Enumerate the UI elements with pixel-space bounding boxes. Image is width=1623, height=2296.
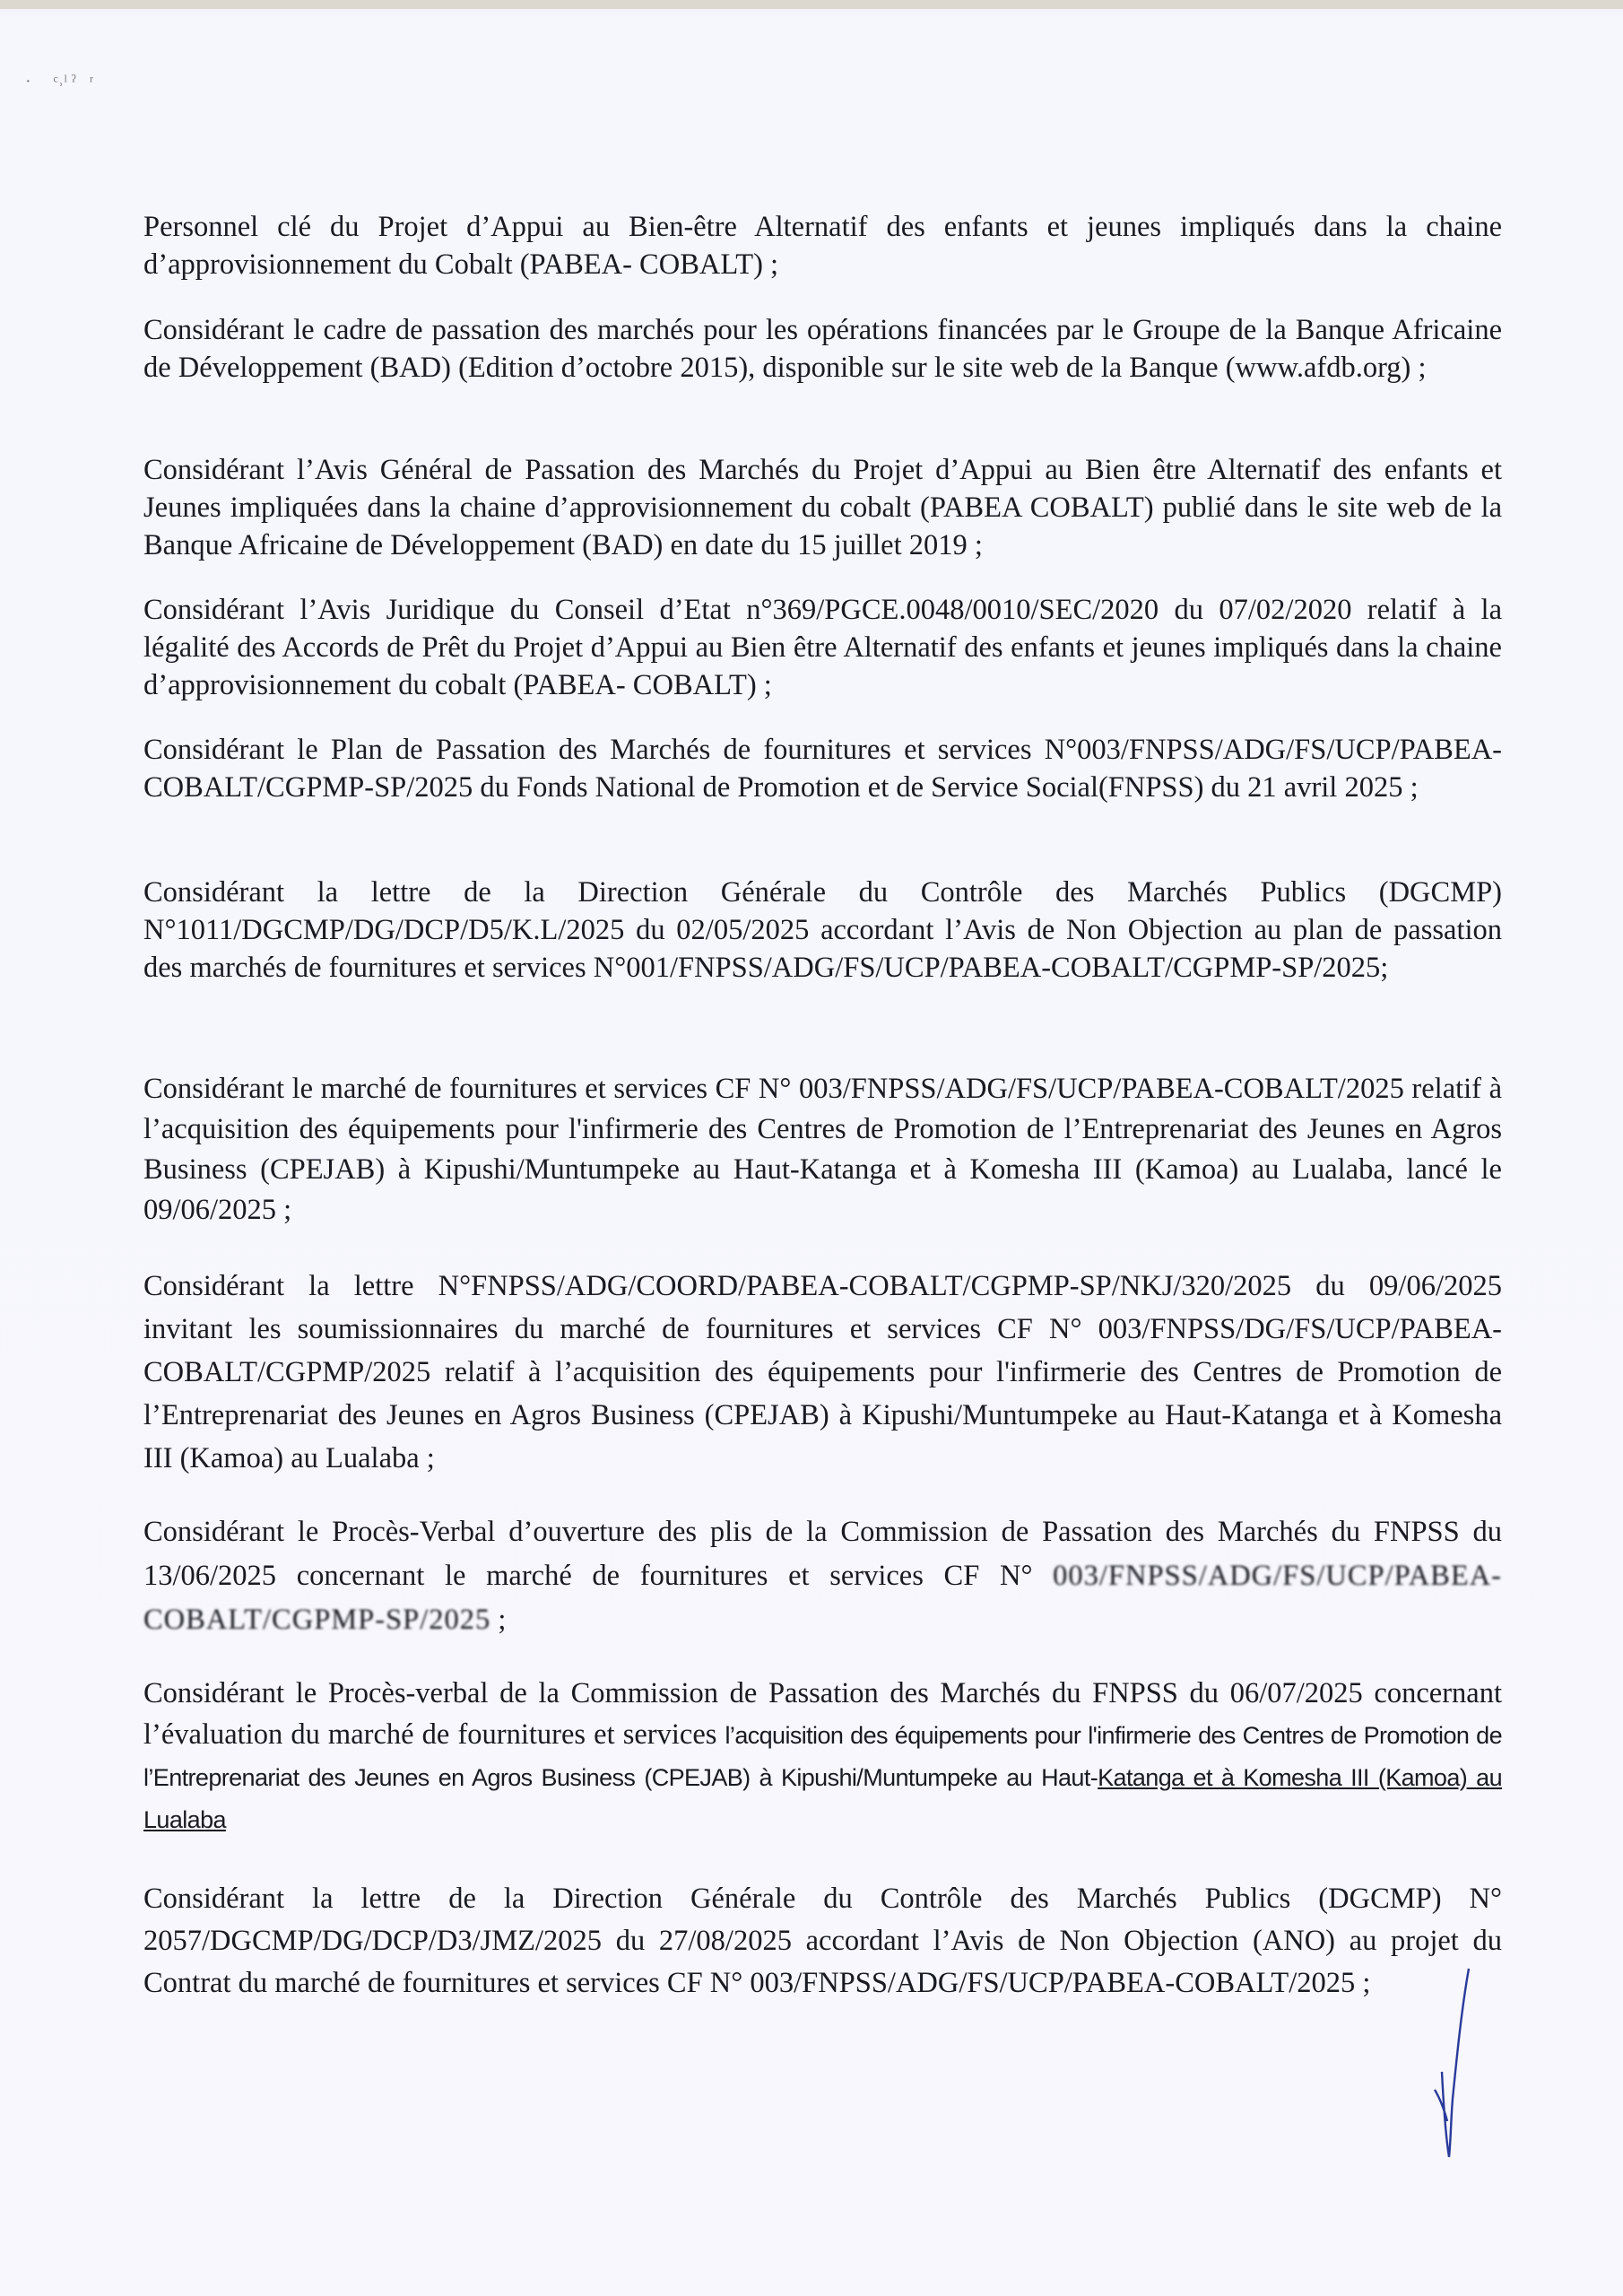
paragraph-pv-evaluation: [143, 1673, 1502, 1840]
paragraph-lettre-dgcmp-1011: Considérant la lettre de la Direction Générale du Contrôle des Marchés Publics (DGCMP) N°1011/DGCMP/DG/DCP/D5/K.L/2025 du 02/05/2025 accordant l’Avis de Non Objection au plan de passation des marchés de fournitures et services N°001/FNPSS/ADG/FS/UCP/PABEA-COBALT/CGPMP-SP/2025;: [143, 876, 1502, 984]
paragraph-personnel-cle: Personnel clé du Projet d’Appui au Bien-être Alternatif des enfants et jeunes impliqués dans la chaine d’approvisionnement du Cobalt (PABEA- COBALT) ;: [143, 211, 1502, 281]
paragraph-marche-cf-003: Considérant le marché de fournitures et services CF N° 003/FNPSS/ADG/FS/UCP/PABEA-COBALT/2025 relatif à l’acquisition des équipements pour l'infirmerie des Centres de Promotion de l’Entreprenariat des Jeunes en Agros Business (CPEJAB) à Kipushi/Muntumpeke au Haut-Katanga et à Komesha III (Kamoa) au Lualaba, lancé le 09/06/2025 ;: [143, 1073, 1502, 1226]
paragraph-pv-ouverture: [143, 1510, 1502, 1642]
scan-top-edge: [0, 0, 1623, 9]
pv-ouverture-end: ;: [490, 1604, 507, 1636]
paragraph-plan-passation: Considérant le Plan de Passation des Marchés de fournitures et services N°003/FNPSS/ADG/FS/UCP/PABEA-COBALT/CGPMP-SP/2025 du Fonds National de Promotion et de Service Social(FNPSS) du 21 avril 2025 ;: [143, 734, 1502, 804]
paragraph-cadre-passation: Considérant le cadre de passation des marchés pour les opérations financées par le Groupe de la Banque Africaine de Développement (BAD) (Edition d’octobre 2015), disponible sur le site web de la Banque (www.afdb.org) ;: [143, 314, 1502, 384]
signature-initials: [1417, 1964, 1488, 2170]
paragraph-lettre-invitation: Considérant la lettre N°FNPSS/ADG/COORD/PABEA-COBALT/CGPMP-SP/NKJ/320/2025 du 09/06/2025 invitant les soumissionnaires du marché de fournitures et services CF N° 003/FNPSS/DG/FS/UCP/PABEA-COBALT/CGPMP/2025 relatif à l’acquisition des équipements pour l'infirmerie des Centres de Promotion de l’Entreprenariat des Jeunes en Agros Business (CPEJAB) à Kipushi/Muntumpeke au Haut-Katanga et à Komesha III (Kamoa) au Lualaba ;: [143, 1270, 1502, 1474]
pv-ouverture-blurred-reference: 003/FNPSS/ADG/FS/UCP/PABEA-COBALT/CGPMP-SP/2025: [143, 1560, 1502, 1636]
paragraph-avis-general: Considérant l’Avis Général de Passation des Marchés du Projet d’Appui au Bien être Alternatif des enfants et Jeunes impliquées dans la chaine d’approvisionnement du cobalt (PABEA COBALT) publié dans le site web de la Banque Africaine de Développement (BAD) en date du 15 juillet 2019 ;: [143, 454, 1502, 561]
pv-evaluation-underlined: Katanga et à Komesha III (Kamoa) au Lualaba: [143, 1764, 1502, 1833]
pv-ouverture-text: Considérant le Procès-Verbal d’ouverture des plis de la Commission de Passation des Marchés du FNPSS du 13/06/2025 concernant le marché de fournitures et services CF N°: [143, 1516, 1502, 1592]
pv-evaluation-sans: l’acquisition des équipements pour l'infirmerie des Centres de Promotion de l’Entreprenariat des Jeunes en Agros Business (CPEJAB) à Kipushi/Muntumpeke au Haut-: [143, 1722, 1502, 1791]
pv-evaluation-serif: Considérant le Procès-verbal de la Commission de Passation des Marchés du FNPSS du 06/07/2025 concernant l’évaluation du marché de fournitures et services: [143, 1677, 1502, 1751]
scan-marks: · ᶜ˒ˡ ˀ ʳ: [25, 72, 94, 91]
paragraph-lettre-dgcmp-2057: Considérant la lettre de la Direction Générale du Contrôle des Marchés Publics (DGCMP) N° 2057/DGCMP/DG/DCP/D3/JMZ/2025 du 27/08/2025 accordant l’Avis de Non Objection (ANO) au projet du Contrat du marché de fournitures et services CF N° 003/FNPSS/ADG/FS/UCP/PABEA-COBALT/2025 ;: [143, 1883, 1502, 1999]
paragraph-avis-juridique: Considérant l’Avis Juridique du Conseil d’Etat n°369/PGCE.0048/0010/SEC/2020 du 07/02/2020 relatif à la légalité des Accords de Prêt du Projet d’Appui au Bien être Alternatif des enfants et jeunes impliqués dans la chaine d’approvisionnement du cobalt (PABEA- COBALT) ;: [143, 594, 1502, 701]
